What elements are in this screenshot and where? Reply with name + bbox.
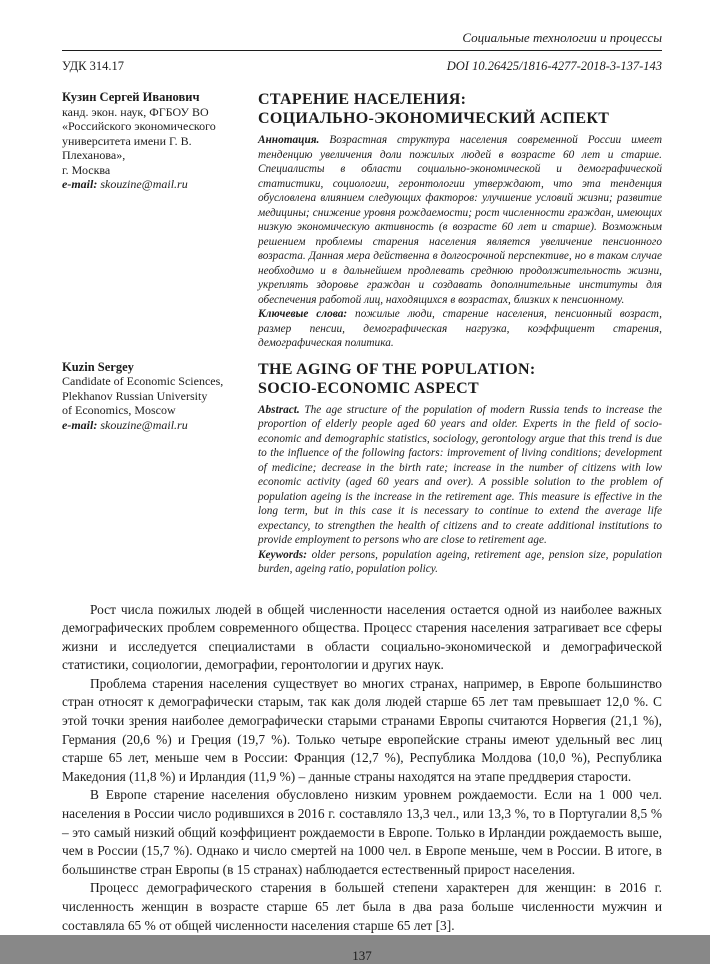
author-affiliation-line: университета имени Г. В. Плеханова»,	[62, 133, 192, 162]
keywords-ru	[258, 307, 662, 351]
keywords-text-ru: пожилые люди, старение населения, пенсионный возраст, размер пенсии, демографическая нагрузка, коэффициент старения, демографическая политика.	[258, 308, 662, 349]
body-paragraph: Процесс демографического старения в большей степени характерен для женщин: в 2016 г. численность женщин в возрасте старше 65 лет была в два раза больше численности мужчин и составляла 65 % от общей численности населения старше 65 лет [3].	[62, 880, 662, 933]
author-email-en	[62, 418, 244, 433]
abstract-ru	[258, 133, 662, 351]
author-affiliation-line: канд. экон. наук, ФГБОУ ВО	[62, 104, 209, 119]
email-label: e-mail:	[62, 177, 98, 191]
keywords-en	[258, 548, 662, 577]
keywords-label-ru: Ключевые слова:	[258, 308, 348, 320]
page-number: 137	[352, 948, 372, 964]
author-name-en: Kuzin Sergey	[62, 359, 134, 374]
meta-row	[62, 59, 662, 74]
keywords-label-en: Keywords:	[258, 548, 307, 561]
article-title-line: СТАРЕНИЕ НАСЕЛЕНИЯ:	[258, 91, 467, 108]
udk-code: УДК 314.17	[62, 59, 124, 73]
author-affiliation-line: «Российского экономического	[62, 119, 216, 133]
abstract-label-en: Abstract.	[258, 403, 300, 416]
author-affiliation-line: of Economics, Moscow	[62, 403, 176, 417]
article-title-line: SOCIO-ECONOMIC ASPECT	[258, 379, 479, 397]
abstract-text-en: The age structure of the population of modern Russia tends to increase the proportion of elderly people aged 60 years and older. Experts in the field of socio-economic and demographic statistics, sociology, gerontology argue that this trend is due to the influence of the following factors: improvement of living conditions; development of medicine; decrease in the birth rate; increase in the number of citizens with low economic activity (aged 60 years and over). A possible solution to the problem of population ageing is the increase in the retirement age. This measure is effective in the long term, but in this case it is necessary to continue to extend the average life expectancy, to strengthen the health of citizens and to create additional institutions to provide employment to persons who are close to retirement age.	[258, 403, 663, 546]
body-paragraph: Проблема старения населения существует во многих странах, например, в Европе большинство стран относят к демографически старым, так как доля людей старше 65 лет там превышает 12,0 %. С этой точки зрения наиболее демографически старыми странами Европы считаются Норвегия (21,1 %), Германия (20,6 %) и Греция (19,7 %). Только четыре европейские страны имеют удельный вес лиц старше 65 лет, меньше чем в России: Франция (12,7 %), Республика Молдова (10,0 %), Республика Македония (11,8 %) и Ирландия (11,9 %) – данные страны находятся на этапе преддверия старости.	[62, 675, 662, 784]
article-title-ru	[258, 90, 662, 128]
abstract-text-ru: Возрастная структура населения современной России имеет тенденцию увеличения доли пожилых людей в возрасте 60 лет и старше. Специалисты в области социально-экономической и демографической статистики, социологии, геронтологии утверждают, что эта тенденция обусловлена влиянием следующих факторов: улучшение условий жизни; развитие медицины; снижение уровня рождаемости; рост численности граждан, имеющих низкую экономическую активность (в возрасте 60 лет и старше). Возможным решением проблемы старения населения является увеличение пенсионного возраста. Данная мера действенна в долгосрочной перспективе, но в таком случае необходимо и в дальнейшем продлевать среднюю продолжительность жизни, укреплять здоровье граждан и создавать дополнительные институты для обеспечения работой лиц, находящихся в возрастах, близких к пенсионному.	[258, 134, 662, 306]
email-address: skouzine@mail.ru	[100, 417, 188, 432]
article-title-line: СОЦИАЛЬНО-ЭКОНОМИЧЕСКИЙ АСПЕКТ	[258, 110, 610, 127]
author-block-ru	[62, 90, 258, 351]
author-affiliation-line: г. Москва	[62, 162, 111, 177]
email-address: skouzine@mail.ru	[100, 177, 188, 191]
author-email-ru	[62, 177, 244, 192]
abstract-en	[258, 403, 662, 577]
journal-running-title: Социальные технологии и процессы	[62, 30, 662, 51]
article-title-line: THE AGING OF THE POPULATION:	[258, 360, 536, 378]
author-name-ru: Кузин Сергей Иванович	[62, 90, 200, 104]
article-block-ru	[258, 90, 662, 351]
email-label: e-mail:	[62, 417, 98, 432]
header-columns	[62, 90, 662, 577]
article-block-en	[258, 360, 662, 577]
article-title-en	[258, 360, 662, 398]
keywords-text-en: older persons, population ageing, retirement age, pension size, population burden, ageing ratio, population policy.	[258, 548, 662, 575]
author-affiliation-line: Candidate of Economic Sciences,	[62, 374, 224, 388]
author-block-en	[62, 360, 258, 577]
doi-code: DOI 10.26425/1816-4277-2018-3-137-143	[446, 59, 662, 73]
body-paragraph: Рост числа пожилых людей в общей численности населения остается одной из наиболее важных демографических проблем современного общества. Процесс старения населения затрагивает все сферы жизни и исследуется специалистами в области социально-экономической и демографической статистики, социологии, демографии, геронтологии и других наук.	[62, 601, 662, 673]
body-paragraph: В Европе старение населения обусловлено низким уровнем рождаемости. Если на 1 000 чел. населения в России число родившихся в 2016 г. составляло 13,3 чел., или 13,3 %, то в Португалии 8,5 % – это самый низкий общий коэффициент рождаемости в Европе. Только в Ирландии рождаемость выше, чем в России (15,7 %). Однако и число смертей на 1000 чел. в Европе меньше, чем в России. В итоге, в большинстве стран Европы (в 15 странах) наблюдается естественный прирост населения.	[62, 787, 662, 877]
author-affiliation-line: Plekhanov Russian University	[62, 388, 208, 403]
article-body	[62, 601, 662, 936]
abstract-label-ru: Аннотация.	[258, 134, 320, 146]
